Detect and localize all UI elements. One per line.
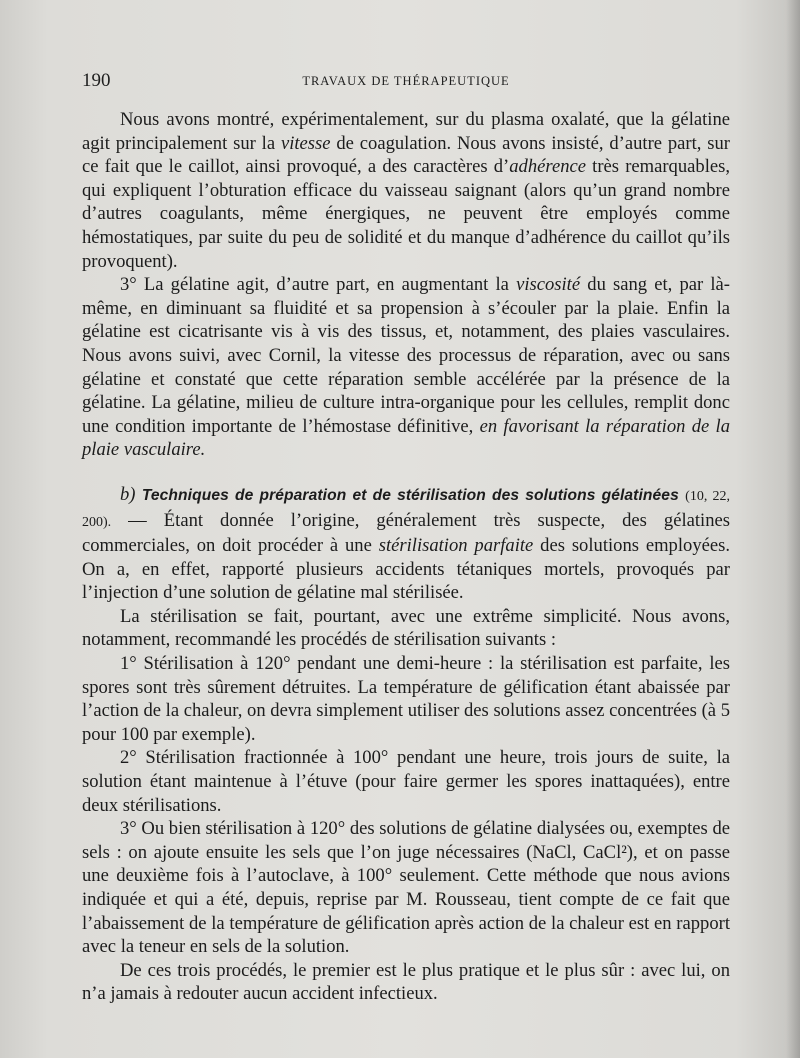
text-run: du sang et, par là-même, en diminuant sa fluidité et sa propension à s’écouler par la plaie. Enfin la gélatine est cicatrisante vis à vis des tissus, et, notamment, des plaies vasculaires. Nous avons suivi, avec Cornil, la vitesse des processus de réparation, avec ou sans gélatine et constaté que cette réparation semble accélérée par la présence de la gélatine. La gélatine, milieu de culture intra-organique pour les cellules, remplit donc une condition importante de l’hémostase définitive, — [82, 274, 730, 437]
text-run: Nous avons montré, expérimentalement, sur du plasma oxalaté, que la gélatine agit principalement sur la — [82, 109, 730, 154]
body-text — [82, 108, 730, 1006]
reference-numbers: (10, 22, 200). — [82, 488, 730, 530]
paragraph-coagulation — [82, 108, 730, 273]
text-run: très remarquables, qui expliquent l’obturation efficace du vaisseau saignant (alors qu’un grand nombre d’autres coagulants, même énergiques, ne peuvent être employés comme hémostatiques, par suite du peu de solidité et du manque d’adhérence du caillot qu’ils provoquent). — [82, 156, 730, 272]
section-label: b) — [120, 483, 136, 505]
text-run: de coagulation. Nous avons insisté, d’autre part, sur ce fait que le caillot, ainsi provoqué, a des caractères d’ — [82, 132, 730, 178]
italic-term: en favorisant la réparation de la plaie vasculaire. — [82, 415, 730, 461]
text-run: — Étant donnée l’origine, généralement très suspecte, des gélatines commerciales, on doit procéder à une — [82, 509, 730, 557]
paragraph-method-3: 3° Ou bien stérilisation à 120° des solutions de gélatine dialysées ou, exemptes de sels : on ajoute ensuite les sels que l’on juge nécessaires (NaCl, CaCl²), et on passe une deuxième fois à l’autoclave, à 100° seulement. Cette méthode que nous avions indiquée et qui a été, depuis, reprise par M. Rousseau, tient compte de ce fait que l’abaissement de la température de gélification après action de la chaleur est en rapport avec la teneur en sels de la solution. — [82, 818, 730, 958]
text-run: 3° La gélatine agit, d’autre part, en augmentant la — [120, 274, 517, 296]
italic-term: viscosité — [516, 274, 581, 296]
paragraph-method-1: 1° Stérilisation à 120° pendant une demi-heure : la stérilisation est parfaite, les spores sont très sûrement détruites. La température de gélification étant abaissée par l’action de la chaleur, on devra simplement utiliser des solutions assez concentrées (à 5 pour 100 par exemple). — [82, 653, 730, 745]
running-title: TRAVAUX DE THÉRAPEUTIQUE — [302, 74, 510, 88]
italic-term: adhérence — [509, 156, 586, 178]
paragraph-method-2: 2° Stérilisation fractionnée à 100° pendant une heure, trois jours de suite, la solution étant maintenue à l’étuve (pour faire germer les spores inattaquées), entre deux stérilisations. — [82, 747, 730, 816]
italic-term: stérilisation parfaite — [378, 535, 534, 557]
section-heading: Techniques de préparation et de stérilisation des solutions gélatinées — [141, 486, 679, 504]
page-edge-shadow — [786, 0, 800, 1058]
page-number: 190 — [82, 70, 111, 91]
page-header — [82, 70, 730, 94]
paragraph-viscosity — [82, 273, 730, 462]
italic-term: vitesse — [280, 132, 331, 154]
paragraph-conclusion: De ces trois procédés, le premier est le plus pratique et le plus sûr : avec lui, on n’a jamais à redouter aucun accident infectieux. — [82, 959, 730, 1005]
paragraph-techniques — [82, 483, 730, 605]
paragraph-sterilisation-intro: La stérilisation se fait, pourtant, avec une extrême simplicité. Nous avons, notamment, recommandé les procédés de stérilisation suivants : — [82, 605, 730, 651]
text-run: des solutions employées. On a, en effet, rapporté plusieurs accidents tétaniques mortels, provoqués par l’injection d’une solution de gélatine mal stérilisée. — [82, 535, 731, 604]
